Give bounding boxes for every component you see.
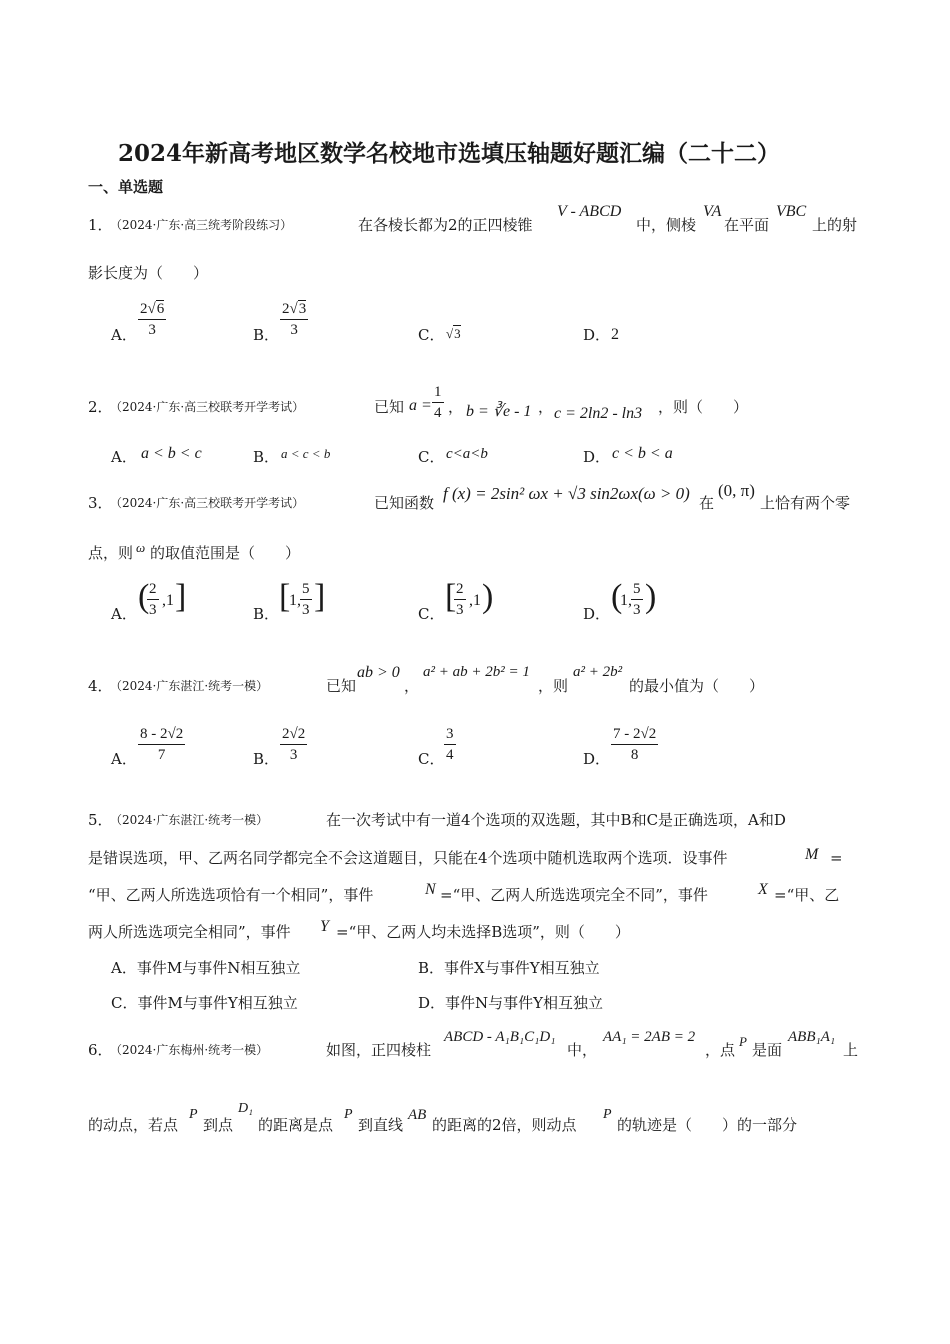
q6-prism: ABCD - A₁B₁C₁D₁ xyxy=(444,1029,556,1045)
q6-line-ab: AB xyxy=(408,1107,427,1123)
q1-text: 中，侧棱 xyxy=(636,216,697,234)
q5-equals: = xyxy=(830,849,843,867)
q6-text: 如图，正四棱柱 xyxy=(326,1041,432,1059)
q3-option-d-label: D． xyxy=(583,605,611,623)
q5-text: 两人所选选项完全相同”，事件 xyxy=(88,923,291,941)
q3-text: 已知函数 xyxy=(374,494,435,512)
q1-option-b-label: B． xyxy=(253,326,280,344)
q6-point-p: P xyxy=(603,1107,612,1122)
q5-option-c: C．事件M与事件Y相互独立 xyxy=(111,994,298,1012)
q4-condition-1: ab > 0 xyxy=(357,664,400,681)
q1-option-a-label: A． xyxy=(111,326,137,344)
q4-condition-2: a² + ab + 2b² = 1 xyxy=(423,664,530,680)
q1-text: 在各棱长都为2的正四棱锥 xyxy=(358,216,533,234)
q1-option-b-value: $\frac{2√3}{3}$ xyxy=(282,301,307,339)
q3-option-a-right: ,1 xyxy=(162,592,174,609)
q2-comma: ， xyxy=(538,398,554,416)
q5-option-b: B．事件X与事件Y相互独立 xyxy=(418,959,600,977)
q3-text: 上恰有两个零 xyxy=(760,494,851,512)
q3-option-a-fraction: $\frac{2}{3}$ xyxy=(149,581,157,619)
q3-option-d-open-paren: ( xyxy=(611,578,623,615)
q3-option-b-fraction: $\frac{5}{3}$ xyxy=(302,581,310,619)
q4-source: （2024·广东湛江·统考一模） xyxy=(110,679,269,693)
q6-face: ABB₁A₁ xyxy=(788,1029,836,1045)
q4-text: 的最小值为（ ） xyxy=(629,677,765,695)
q5-number: 5． xyxy=(88,811,113,829)
q4-comma: ， xyxy=(404,677,420,695)
q1-text: 上的射 xyxy=(812,216,858,234)
q1-option-d-label: D． xyxy=(583,326,611,344)
q5-event-y: Y xyxy=(320,918,329,935)
page-title: 2024年新高考地区数学名校地市选填压轴题好题汇编（二十二） xyxy=(118,140,781,167)
q5-option-d: D．事件N与事件Y相互独立 xyxy=(418,994,604,1012)
q3-option-d-left: 1, xyxy=(620,592,632,609)
q2-c-expr: c = 2ln2 - ln3 xyxy=(554,405,643,422)
q5-text: 在一次考试中有一道4个选项的双选题，其中B和C是正确选项，A和D xyxy=(326,811,786,829)
q1-math-plane: VBC xyxy=(776,203,807,220)
q6-point-d1: D₁ xyxy=(238,1101,253,1116)
q2-option-a-value: a < b < c xyxy=(141,445,202,462)
q5-text: “甲、乙两人所选选项恰有一个相同”，事件 xyxy=(88,886,374,904)
q4-option-a-label: A． xyxy=(111,750,137,768)
q2-number: 2． xyxy=(88,398,113,416)
q4-option-c-value: $\frac{3}{4}$ xyxy=(446,726,454,764)
q5-text: =“甲、乙 xyxy=(774,886,840,904)
q3-option-b-open-bracket: [ xyxy=(279,578,291,615)
q6-text-line2: 到点 xyxy=(203,1116,234,1134)
q6-text: 中， xyxy=(567,1041,598,1059)
q3-function: f (x) = 2sin² ωx + √3 sin2ωx(ω > 0) xyxy=(443,484,690,503)
q1-source: （2024·广东·高三统考阶段练习） xyxy=(110,218,293,232)
q6-text-line2: 的动点，若点 xyxy=(88,1116,179,1134)
q3-text-line2: 的取值范围是（ ） xyxy=(150,544,301,562)
q4-text: ，则 xyxy=(538,677,569,695)
q5-text: =“甲、乙两人均未选择B选项”，则（ ） xyxy=(336,923,630,941)
q1-math-edge: VA xyxy=(703,203,722,220)
q5-event-m: M xyxy=(805,846,819,863)
q6-text: 是面 xyxy=(752,1041,783,1059)
q1-text-line2: 影长度为（ ） xyxy=(88,264,209,282)
q2-option-c-label: C． xyxy=(418,448,445,466)
q4-option-a-value: $\frac{8 - 2√2}{7}$ xyxy=(140,726,184,764)
q1-option-c-label: C． xyxy=(418,326,445,344)
q2-option-a-label: A． xyxy=(111,448,137,466)
q2-a-lhs: a = xyxy=(409,397,432,414)
q6-number: 6． xyxy=(88,1041,113,1059)
q4-option-c-label: C． xyxy=(418,750,445,768)
q1-option-a-value: $\frac{2√6}{3}$ xyxy=(140,301,165,339)
q3-option-c-right: ,1 xyxy=(469,592,481,609)
q4-number: 4． xyxy=(88,677,113,695)
q2-option-c-value: c<a<b xyxy=(446,446,488,462)
q1-option-d-value: 2 xyxy=(611,326,619,343)
q3-option-b-label: B． xyxy=(253,605,280,623)
q6-source: （2024·广东梅州·统考一模） xyxy=(110,1043,269,1057)
q6-point-p: P xyxy=(739,1034,747,1049)
q1-option-c-value: √3 xyxy=(446,326,461,341)
q1-number: 1． xyxy=(88,216,113,234)
q3-option-d-close-paren: ) xyxy=(645,578,657,615)
q4-option-d-label: D． xyxy=(583,750,611,768)
q4-option-d-value: $\frac{7 - 2√2}{8}$ xyxy=(613,726,657,764)
q3-interval: (0, π) xyxy=(718,481,755,500)
q6-text: 上 xyxy=(843,1041,859,1059)
q5-source: （2024·广东湛江·统考一模） xyxy=(110,813,269,827)
q6-point-p: P xyxy=(344,1107,353,1122)
q2-b-expr: b = ∛e - 1 xyxy=(466,403,532,420)
q6-text: ，点 xyxy=(705,1041,736,1059)
q2-tail: ，则（ ） xyxy=(658,398,749,416)
q5-option-a: A．事件M与事件N相互独立 xyxy=(111,959,301,977)
q6-text-line2: 的距离的2倍，则动点 xyxy=(432,1116,577,1134)
q4-text: 已知 xyxy=(326,677,357,695)
q6-text-line2: 到直线 xyxy=(358,1116,404,1134)
section-heading: 一、单选题 xyxy=(88,178,164,196)
q3-option-a-open-paren: ( xyxy=(138,578,150,615)
q3-omega: ω xyxy=(136,540,146,555)
q5-text: 是错误选项，甲、乙两名同学都完全不会这道题目，只能在4个选项中随机选取两个选项．设事件 xyxy=(88,849,728,867)
q3-number: 3． xyxy=(88,494,113,512)
q3-option-c-open-bracket: [ xyxy=(445,578,457,615)
q4-option-b-label: B． xyxy=(253,750,280,768)
q6-text-line2: 的距离是点 xyxy=(258,1116,334,1134)
q2-text: 已知 xyxy=(374,398,405,416)
q6-text-line2: 的轨迹是（ ）的一部分 xyxy=(617,1116,798,1134)
q3-option-c-label: C． xyxy=(418,605,445,623)
q6-point-p: P xyxy=(189,1107,198,1122)
q2-option-d-label: D． xyxy=(583,448,611,466)
q3-option-b-close-bracket: ] xyxy=(314,578,326,615)
q1-math-pyramid: V - ABCD xyxy=(557,203,622,220)
q2-a-fraction: $\frac{1}{4}$ xyxy=(434,384,442,422)
q5-text: =“甲、乙两人所选选项完全不同”，事件 xyxy=(440,886,708,904)
q3-option-c-fraction: $\frac{2}{3}$ xyxy=(456,581,464,619)
q5-event-x: X xyxy=(758,881,768,898)
q3-source: （2024·广东·高三校联考开学考试） xyxy=(110,496,305,510)
q6-lengths: AA₁ = 2AB = 2 xyxy=(603,1029,696,1045)
q4-option-b-value: $\frac{2√2}{3}$ xyxy=(282,726,306,764)
q3-option-b-left: 1, xyxy=(289,592,301,609)
q2-option-b-value: a < c < b xyxy=(281,446,331,461)
q2-option-b-label: B． xyxy=(253,448,280,466)
q3-text: 在 xyxy=(699,494,715,512)
q3-option-a-label: A． xyxy=(111,605,137,623)
q4-target-expr: a² + 2b² xyxy=(573,664,623,680)
q2-comma: ， xyxy=(448,398,464,416)
q3-option-d-fraction: $\frac{5}{3}$ xyxy=(633,581,641,619)
q3-option-c-close-paren: ) xyxy=(482,578,494,615)
q2-source: （2024·广东·高三校联考开学考试） xyxy=(110,400,305,414)
q3-text-line2: 点，则 xyxy=(88,544,134,562)
q3-option-a-close-bracket: ] xyxy=(175,578,187,615)
q1-text: 在平面 xyxy=(724,216,770,234)
q2-option-d-value: c < b < a xyxy=(612,445,673,462)
q5-event-n: N xyxy=(425,881,436,898)
